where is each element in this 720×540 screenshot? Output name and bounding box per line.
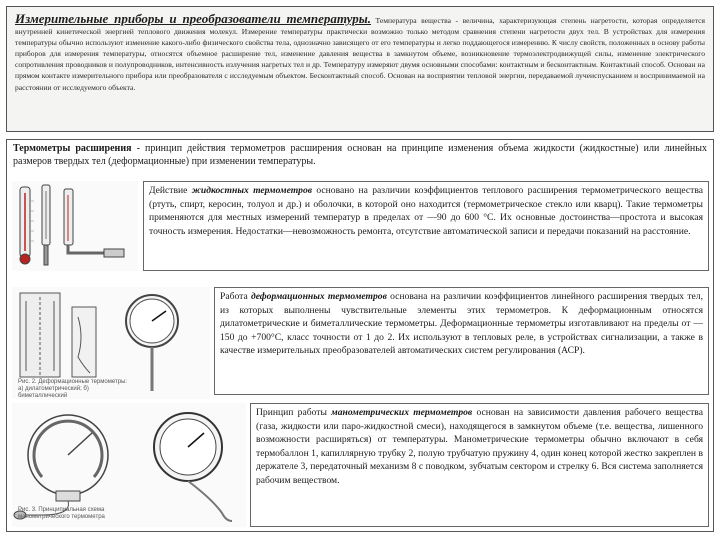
liquid-body: основано на различии коэффициентов теплового расширения термометрического вещества (ртуть, спирт, керосин, толуол и др.) и оболочки, в которой оно находится (термометрическое стекло или кварц). Такие термометры применяются для местных измерений температур в пределах от —90 до 600 °С. Их основные достоинства—простота и высокая точность измерения. Недостатки—невозможность ремонта, отсутствие автоматической записи и передачи показаний на расстояние.: [149, 185, 704, 237]
mano-body: основан на зависимости давления рабочего вещества (газа, жидкости или паро-жидкостной смеси), находящегося в замкнутом объеме (т.е. вещества, лишенного возможности расширяться) от температуры. Манометрические термометры обычно включают в себя термобаллон 1, капиллярную трубку 2, полую трубчатую пружину 4, один конец которой жестко закреплен в держателе 3, передаточный механизм 8 с поводком, зубчатым сектором и стрелку 6. Вся система заполняется рабочим веществом.: [256, 407, 703, 486]
liquid-pre: Действие: [149, 185, 192, 196]
liquid-thermometer-icon: [12, 181, 138, 271]
section-heading: [13, 142, 707, 168]
page-title: Измерительные приборы и преобразователи температуры.: [15, 11, 371, 26]
liquid-thermometers-text: [143, 181, 709, 271]
intro-panel: [6, 6, 714, 132]
intro-body: Температура вещества - величина, характеризующая степень нагретости, которая определяется внутренней кинетической энергией теплового движения молекул. Измерение температуры практически возможно только методом сравнения степени нагретости двух тел. В устройствах для измерения температуры обычно используют изменение какого-либо физического свойства тела, однозначно зависящего от его температуры и легко поддающегося измерению. К числу свойств, положенных в основу работы приборов для измерения температуры, относятся объемное расширение тел, изменение давления вещества в замкнутом объеме, возникновение термоэлектродвижущей силы, изменение электрического сопротивления проводников и полупроводников, интенсивность излучения нагретых тел и др. Температуру измеряют двумя основными способами: контактным и бесконтактным. Контактный способ. Основан на прямом контакте измерительного прибора или преобразователя с исследуемым объектом. Бесконтактный способ. Основан на восприятии тепловой энергии, передаваемой лучеиспусканием и воспринимаемой на расстоянии от исследуемого объекта.: [15, 16, 705, 92]
manometric-caption: Рис. 3. Принципиальная схема манометрического термометра: [18, 507, 105, 520]
mano-pre: Принцип работы: [256, 407, 332, 418]
deform-term: деформационных термометров: [250, 291, 387, 302]
liquid-term: жидкостных термометров: [191, 185, 313, 196]
liquid-thermometers-figure: [12, 181, 138, 271]
section-title: Термометры расширения: [13, 143, 132, 154]
manometric-thermometer-text: [250, 403, 709, 527]
deform-pre: Работа: [220, 291, 251, 302]
deformation-thermometers-text: [214, 287, 709, 395]
deformation-caption: Рис. 2. Деформационные термометры: а) дилатометрический; б) биметаллический: [18, 379, 128, 399]
manometric-thermometer-figure: [12, 403, 246, 527]
mano-term: манометрических термометров: [331, 407, 473, 418]
deform-body: основана на различии коэффициентов линейного расширения твердых тел, из которых выполнены чувствительные элементы этих термометров. К деформационным относятся дилатометрические и биметаллические термометры. Деформационные термометры изготавливают на пределы от —150 до +700°С, класс точности от 1 до 2. Их используют в тепловых реле, в устройствах сигнализации, а также в качестве измерительных преобразователей автоматических систем регулирования (АСР).: [220, 291, 703, 357]
intro-text: [15, 13, 705, 93]
section-lead: - принцип действия термометров расширения основан на принципе изменения объема жидкости (жидкостные) или линейных размеров твердых тел (деформационные) при изменении температуры.: [13, 143, 707, 167]
deformation-thermometers-figure: [12, 287, 210, 399]
